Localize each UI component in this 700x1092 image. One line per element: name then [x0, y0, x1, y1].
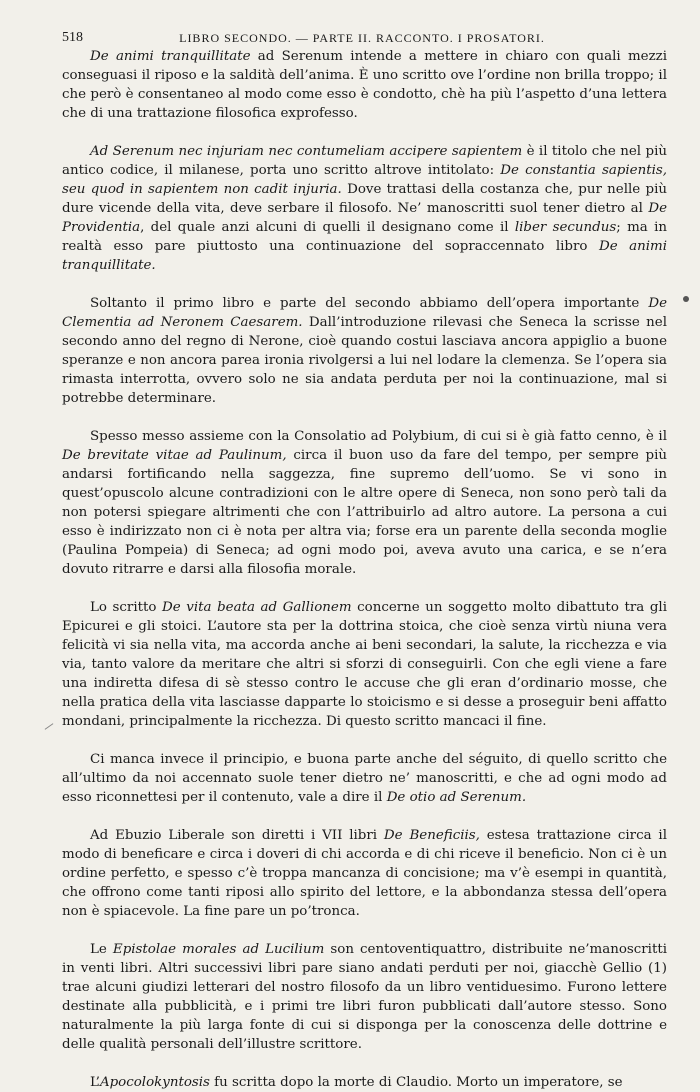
- text-run: è il titolo che nel più antico codice, il milanese, porta uno scritto altrove intitolato:: [62, 144, 667, 178]
- text-run: Lo scritto: [90, 600, 163, 615]
- paragraph: [62, 826, 667, 921]
- italic-title: De brevitate vitae ad Paulinum,: [62, 448, 287, 463]
- text-run: ad Serenum intende a mettere in chiaro con quali mezzi conseguasi il riposo e la saldità dell’anima. È uno scritto ove l’ordine non brilla troppo; il che però è consentaneo al modo come esso è condotto, chè ha più l’aspetto d’una lettera che di una trattazione filosofica exprofesso.: [62, 49, 667, 121]
- text-run: Spesso messo assieme con la Consolatio ad Polybium, di cui si è già fatto cenno, è il: [90, 429, 667, 444]
- paragraph: [62, 47, 667, 123]
- italic-title: De Clementia ad Neronem Caesarem.: [62, 296, 667, 330]
- italic-title: liber secundus: [514, 220, 617, 235]
- paragraph: [62, 427, 667, 579]
- text-run: Le: [90, 942, 113, 957]
- text-run: Dove trattasi della costanza che, pur nelle più dure vicende della vita, deve serbare il filosofo. Ne’ manoscritti suol tener dietro al: [62, 182, 667, 216]
- margin-mark: [45, 723, 54, 730]
- italic-title: De Providentia: [62, 201, 667, 235]
- italic-title: De Beneficiis,: [383, 828, 480, 843]
- paragraph: [62, 294, 667, 408]
- text-run: Ci manca invece il principio, e buona parte anche del séguito, di quello scritto che all’ultimo da noi accennato suole tener dietro ne’ manoscritti, e che ad ogni modo ad esso riconnettesi per il contenuto, vale a dire il: [62, 752, 667, 805]
- paragraph: [62, 142, 667, 275]
- text-run: , del quale anzi alcuni di quelli il designano come il: [140, 220, 515, 235]
- text-run: Dall’introduzione rilevasi che Seneca la scrisse nel secondo anno del regno di Nerone, cioè quando costui lasciava ancora appiglio a buone speranze e non ancora parea ironia rivolgersi a lui nel lodare la clemenza. Se l’opera sia rimasta interrotta, ovvero solo ne sia andata perduta per noi la continuazione, mal si potrebbe determinare.: [62, 315, 668, 406]
- italic-title: De vita beata ad Gallionem: [162, 600, 352, 615]
- text-run: L’: [90, 1075, 100, 1090]
- text-run: fu scritta dopo la morte di Claudio. Morto un imperatore, se: [209, 1075, 623, 1090]
- page-number: 518: [62, 30, 83, 45]
- italic-title: De animi tranquillitate: [90, 49, 251, 64]
- text-run: concerne un soggetto molto dibattuto tra gli Epicurei e gli stoici. L’autore sta per la dottrina stoica, che cioè senza virtù niuna vera felicità vi sia nella vita, ma accorda anche ai beni secondari, la salute, la ricchezza e via via, tanto valore da meritare che altri si sforzi di conseguirli. Con che egli viene a fare una indiretta difesa di sè stesso contro le accuse che gli eran d’ordinario mosse, che nella pratica della vita lasciasse dapparte lo stoicismo e si desse a proseguir beni affatto mondani, principalmente la ricchezza. Di questo scritto mancaci il fine.: [62, 600, 667, 729]
- italic-title: De otio ad Serenum.: [386, 790, 527, 805]
- text-run: estesa trattazione circa il modo di beneficare e circa i doveri di chi accorda e di chi riceve il beneficio. Non ci è un ordine perfetto, e spesso c’è troppa mancanza di concisione; ma v’è esempi in quantità, che offrono come tanti riposi allo spirito del lettore, e la abbondanza stessa dell’opera non è spiacevole. La fine pare un po’tronca.: [62, 828, 667, 919]
- text-run: ; ma in realtà esso pare piuttosto una continuazione del sopraccennato libro: [62, 220, 667, 254]
- italic-title: Epistolae morales ad Lucilium: [112, 942, 325, 957]
- italic-title: De constantia sapientis, seu quod in sapientem non cadit injuria.: [62, 163, 668, 197]
- body-text: [62, 47, 667, 1092]
- text-run: son centoventiquattro, distribuite ne’manoscritti in venti libri. Altri successivi libri pare siano andati perduti per noi, giacchè Gellio (1) trae alcuni giudizi letterari del nostro filosofo da un libro ventiduesimo. Furono lettere destinate alla pubblicità, e i primi tre libri furon pubblicati dall’autore stesso. Sono naturalmente la più larga fonte di cui si disponga per la conoscenza delle dottrine e delle qualità personali dell’illustre scrittore.: [62, 942, 667, 1052]
- text-run: Ad Ebuzio Liberale son diretti i VII libri: [90, 828, 384, 843]
- paragraph: [62, 940, 667, 1054]
- text-run: circa il buon uso da fare del tempo, per sempre più andarsi fortificando nella saggezza, fine supremo dell’uomo. Se vi sono in quest’opuscolo alcune contradizioni con le altre opere di Seneca, non sono però tali da non potersi spiegare altrimenti che con l’attribuirlo ad altro autore. La persona a cui esso è indirizzato non ci è nota per altra via; forse era un parente della seconda moglie (Paulina Pompeia) di Seneca; ad ogni modo poi, aveva avuto una carica, e se n’era dovuto ritrarre e darsi alla filosofia morale.: [62, 448, 667, 577]
- paragraph: [62, 1073, 667, 1092]
- text-run: Soltanto il primo libro e parte del secondo abbiamo dell’opera importante: [90, 296, 649, 311]
- italic-title: De animi tranquillitate.: [62, 239, 667, 273]
- italic-title: Ad Serenum nec injuriam nec contumeliam accipere sapientem: [90, 144, 523, 159]
- paragraph: [62, 598, 667, 731]
- paragraph: [62, 750, 667, 807]
- italic-title: Apocolokyntosis: [99, 1075, 210, 1090]
- page-header: [62, 30, 662, 48]
- margin-dot: [683, 296, 689, 302]
- running-title: LIBRO SECONDO. — PARTE II. RACCONTO. I PROSATORI.: [179, 31, 545, 45]
